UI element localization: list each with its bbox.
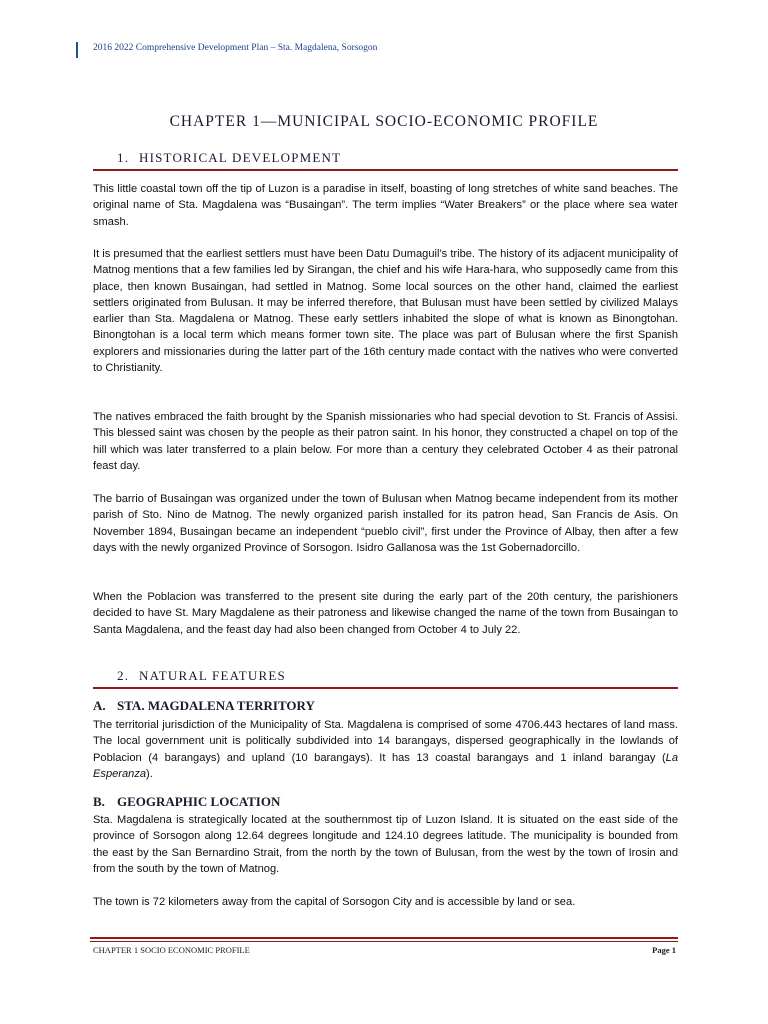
subsection-title: STA. MAGDALENA TERRITORY bbox=[117, 698, 315, 713]
paragraph-territory bbox=[93, 717, 678, 782]
chapter-title: CHAPTER 1—MUNICIPAL SOCIO-ECONOMIC PROFILE bbox=[169, 113, 599, 130]
paragraph-text: ). bbox=[146, 767, 153, 780]
running-header: 2016 2022 Comprehensive Development Plan – Sta. Magdalena, Sorsogon bbox=[93, 43, 378, 53]
subsection-heading-territory bbox=[93, 698, 315, 714]
paragraph: Sta. Magdalena is strategically located at the southernmost tip of Luzon Island. It is situated on the east side of the province of Sorsogon along 12.64 degrees longitude and 124.10 degrees latitude. The municipality is bounded from the east by the San Bernardino Strait, from the north by the town of Bulusan, from the west by the town of Irosin and from the south by the town of Matnog. bbox=[93, 814, 678, 875]
paragraph: The barrio of Busaingan was organized under the town of Bulusan when Matnog became independent from its mother parish of Sto. Nino de Matnog. The newly organized parish installed for its patron head, San Francis de Asis. On November 1894, Busaingan became an independent “pueblo civil”, first under the Province of Albay, then after a few days with the newly organized Province of Sorsogon. Isidro Gallanosa was the 1st Gobernadorcillo. bbox=[93, 493, 678, 554]
section-title: NATURAL FEATURES bbox=[139, 668, 286, 683]
subsection-letter: B. bbox=[93, 794, 105, 809]
paragraph: When the Poblacion was transferred to the present site during the early part of the 20th century, the parishioners decided to have St. Mary Magdalene as their patroness and likewise changed the name of the town from Busaingan to Santa Magdalena, and the feast day had also been changed from October 4 to July 22. bbox=[93, 591, 678, 636]
header-accent-bar bbox=[76, 42, 78, 58]
paragraph: This little coastal town off the tip of Luzon is a paradise in itself, boasting of long stretches of white sand beaches. The original name of Sta. Magdalena was “Busaingan”. The term implies “Water Breakers” or the place where sea water smash. bbox=[93, 183, 678, 228]
footer-chapter-label: CHAPTER 1 SOCIO ECONOMIC PROFILE bbox=[93, 945, 250, 955]
section-title: HISTORICAL DEVELOPMENT bbox=[139, 150, 342, 165]
section-number: 2. bbox=[117, 668, 130, 683]
paragraph: It is presumed that the earliest settlers must have been Datu Dumaguil’s tribe. The history of its adjacent municipality of Matnog mentions that a few families led by Sirangan, the chief and his wife Hara-hara, who supposedly came from this place, then known Busaingan, had settled in Matnog. Some local sources on the other hand, claimed the earliest settlers originated from Bulusan. It may be inferred therefore, that Bulusan must have been settled by civilized Malays earlier than Sta. Magdalena or Matnog. These early settlers inhabited the slope of what is known as Binongtohan. Binongtohan is a local term which means former town site. The place was part of Bulusan where the first Spanish explorers and missionaries during the latter part of the 16th century made contact with the natives who were converted to Christianity. bbox=[93, 248, 678, 375]
page-number: Page 1 bbox=[652, 945, 676, 955]
section-number: 1. bbox=[117, 150, 130, 165]
paragraph-text: The territorial jurisdiction of the Municipality of Sta. Magdalena is comprised of some 4706.443 hectares of land mass. The local government unit is politically subdivided into 14 barangays, dispersed geographically in the lowlands of Poblacion (4 barangays) and upland (10 barangays). It has 13 coastal barangays and 1 inland barangay ( bbox=[93, 719, 678, 764]
section-heading-natural-features bbox=[93, 668, 678, 689]
barangay-name: La Esperanza bbox=[93, 751, 678, 780]
paragraph: The natives embraced the faith brought by the Spanish missionaries who had special devotion to St. Francis of Assisi. This blessed saint was chosen by the people as their patron saint. In his honor, they constructed a chapel on top of the hill which was later transferred to a plain below. For more than a century they celebrated October 4 as their patronal feast day. bbox=[93, 411, 678, 472]
subsection-letter: A. bbox=[93, 698, 106, 713]
subsection-heading-geographic-location bbox=[93, 794, 280, 810]
section-heading-historical bbox=[93, 150, 678, 171]
footer-rule bbox=[90, 937, 678, 942]
subsection-title: GEOGRAPHIC LOCATION bbox=[117, 794, 281, 809]
paragraph: The town is 72 kilometers away from the capital of Sorsogon City and is accessible by land or sea. bbox=[93, 896, 576, 908]
